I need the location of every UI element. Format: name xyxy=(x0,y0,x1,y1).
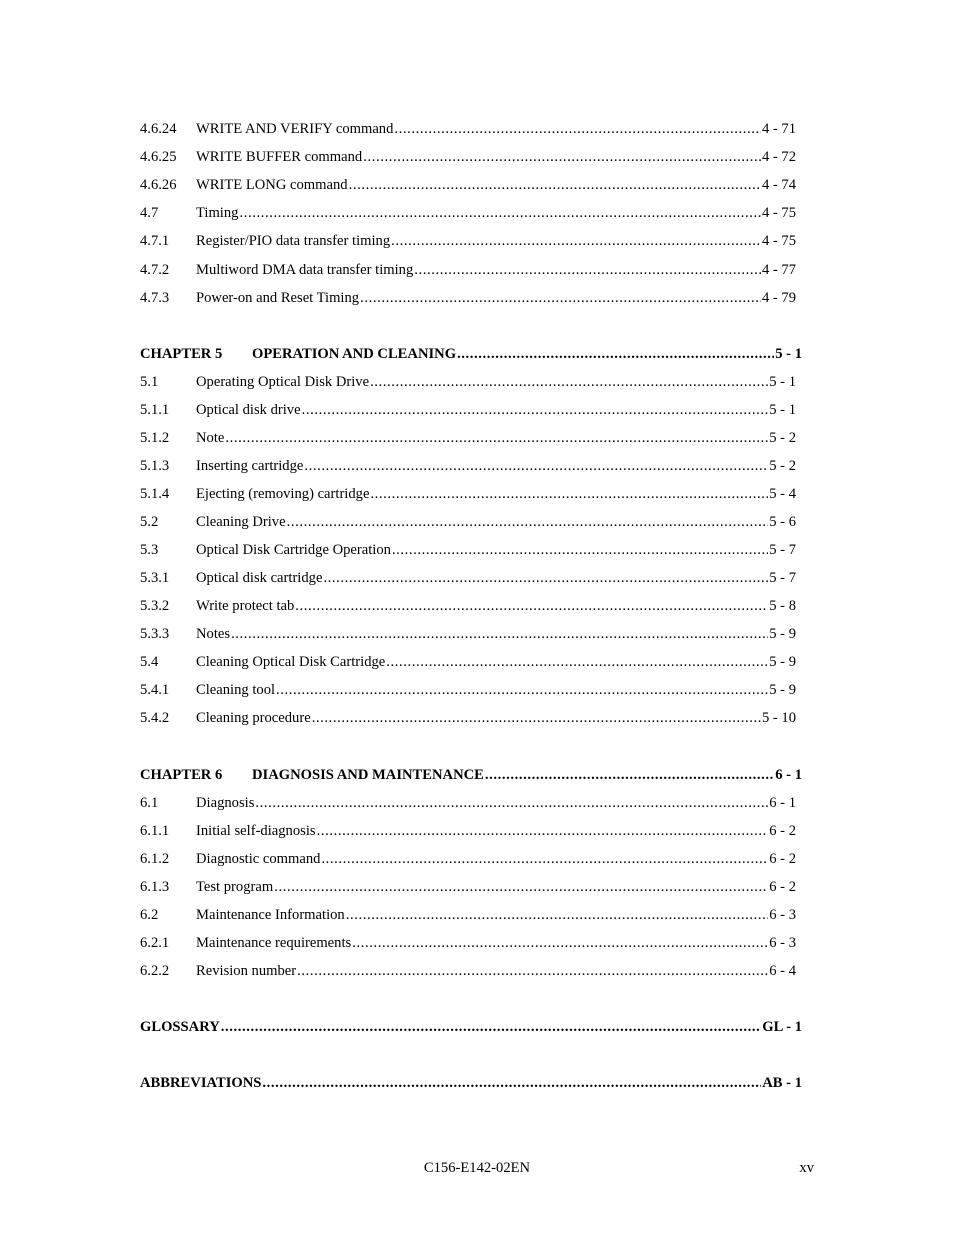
toc-number: 5.1 xyxy=(140,374,159,390)
toc-page: 5 - 4 xyxy=(769,486,796,502)
toc-entry-6-1-2[interactable] xyxy=(140,849,796,869)
toc-title: WRITE BUFFER command xyxy=(196,149,363,165)
toc-title: Diagnostic command xyxy=(196,851,321,867)
toc-entry-6-1[interactable] xyxy=(140,793,796,813)
toc-entry-4-7-1[interactable] xyxy=(140,231,796,251)
toc-title: Initial self-diagnosis xyxy=(196,823,316,839)
toc-chapter-title: OPERATION AND CLEANING xyxy=(252,346,457,362)
toc-number: 5.4.2 xyxy=(140,710,170,726)
toc-number: 4.6.24 xyxy=(140,121,177,137)
toc-leader xyxy=(262,1073,761,1093)
toc-entry-5-3-2[interactable] xyxy=(140,596,796,616)
toc-leader xyxy=(457,344,774,364)
toc-entry-5-3-3[interactable] xyxy=(140,624,796,644)
toc-chapter-title: DIAGNOSIS AND MAINTENANCE xyxy=(252,767,484,783)
toc-page: 6 - 3 xyxy=(769,907,796,923)
toc-leader xyxy=(370,372,768,392)
toc-entry-5-4-1[interactable] xyxy=(140,680,796,700)
toc-title: Cleaning Optical Disk Cartridge xyxy=(196,654,386,670)
footer-document-code: C156-E142-02EN xyxy=(423,1160,531,1176)
toc-entry-4-6-26[interactable] xyxy=(140,175,796,195)
toc-number: 5.3.1 xyxy=(140,570,170,586)
toc-title: ABBREVIATIONS xyxy=(140,1075,262,1091)
toc-leader xyxy=(321,849,768,869)
toc-leader xyxy=(363,147,761,167)
toc-title: WRITE AND VERIFY command xyxy=(196,121,394,137)
toc-leader xyxy=(323,568,768,588)
toc-title: Optical disk drive xyxy=(196,402,301,418)
toc-title: Cleaning Drive xyxy=(196,514,286,530)
toc-page: 5 - 2 xyxy=(769,458,796,474)
toc-page: 5 - 8 xyxy=(769,598,796,614)
toc-entry-6-1-3[interactable] xyxy=(140,877,796,897)
toc-page: 5 - 7 xyxy=(769,542,796,558)
toc-title: Ejecting (removing) cartridge xyxy=(196,486,370,502)
toc-number: 4.7.2 xyxy=(140,262,170,278)
toc-page: 5 - 2 xyxy=(769,430,796,446)
toc-leader xyxy=(391,231,761,251)
toc-number: 6.1.3 xyxy=(140,879,170,895)
toc-abbreviations[interactable] xyxy=(140,1073,802,1093)
toc-leader xyxy=(392,540,768,560)
toc-leader xyxy=(317,821,769,841)
toc-page: 4 - 79 xyxy=(761,290,796,306)
toc-title: Diagnosis xyxy=(196,795,255,811)
toc-page: 4 - 74 xyxy=(761,177,796,193)
toc-chapter-number: CHAPTER 6 xyxy=(140,767,223,783)
toc-title: Register/PIO data transfer timing xyxy=(196,233,391,249)
toc-leader xyxy=(297,961,768,981)
toc-glossary[interactable] xyxy=(140,1017,802,1037)
toc-entry-4-7-2[interactable] xyxy=(140,260,796,280)
toc-leader xyxy=(414,260,761,280)
toc-page: 5 - 6 xyxy=(769,514,796,530)
toc-leader xyxy=(287,512,769,532)
toc-page: 5 - 7 xyxy=(769,570,796,586)
toc-leader xyxy=(221,1017,761,1037)
toc-page: AB - 1 xyxy=(762,1075,802,1091)
toc-entry-5-1-3[interactable] xyxy=(140,456,796,476)
toc-number: 5.1.4 xyxy=(140,486,170,502)
toc-page: 5 - 9 xyxy=(769,682,796,698)
toc-leader xyxy=(276,680,768,700)
toc-number: 6.2.1 xyxy=(140,935,170,951)
toc-chapter-6[interactable] xyxy=(140,765,802,785)
toc-leader xyxy=(239,203,760,223)
toc-number: 4.7.1 xyxy=(140,233,170,249)
toc-title: Revision number xyxy=(196,963,297,979)
toc-title: Power-on and Reset Timing xyxy=(196,290,360,306)
toc-page: 6 - 1 xyxy=(775,767,802,783)
toc-entry-6-2-1[interactable] xyxy=(140,933,796,953)
toc-number: 5.4.1 xyxy=(140,682,170,698)
toc-number: 5.1.3 xyxy=(140,458,170,474)
toc-leader xyxy=(274,877,768,897)
toc-page: 6 - 3 xyxy=(769,935,796,951)
toc-entry-5-1[interactable] xyxy=(140,372,796,392)
toc-title: Inserting cartridge xyxy=(196,458,304,474)
footer-page-number: xv xyxy=(799,1160,814,1176)
toc-title: Test program xyxy=(196,879,274,895)
toc-number: 5.3.2 xyxy=(140,598,170,614)
toc-leader xyxy=(255,793,768,813)
toc-number: 6.2.2 xyxy=(140,963,170,979)
toc-number: 4.7 xyxy=(140,205,159,221)
toc-title: Note xyxy=(196,430,225,446)
toc-title: WRITE LONG command xyxy=(196,177,348,193)
toc-page: 6 - 4 xyxy=(769,963,796,979)
toc-number: 4.6.25 xyxy=(140,149,177,165)
toc-number: 6.1 xyxy=(140,795,159,811)
toc-number: 6.1.2 xyxy=(140,851,170,867)
toc-page: 5 - 1 xyxy=(769,374,796,390)
toc-entry-5-1-4[interactable] xyxy=(140,484,796,504)
toc-leader xyxy=(370,484,768,504)
toc-title: Write protect tab xyxy=(196,598,295,614)
toc-title: Maintenance requirements xyxy=(196,935,352,951)
toc-entry-5-1-2[interactable] xyxy=(140,428,796,448)
toc-title: Cleaning tool xyxy=(196,682,276,698)
toc-number: 5.1.1 xyxy=(140,402,170,418)
toc-entry-6-1-1[interactable] xyxy=(140,821,796,841)
toc-title: Cleaning procedure xyxy=(196,710,311,726)
toc-entry-4-7-3[interactable] xyxy=(140,288,796,308)
toc-title: Notes xyxy=(196,626,231,642)
toc-leader xyxy=(485,765,774,785)
toc-number: 5.2 xyxy=(140,514,159,530)
toc-page: 5 - 10 xyxy=(761,710,796,726)
toc-entry-5-2[interactable] xyxy=(140,512,796,532)
toc-title: Timing xyxy=(196,205,239,221)
toc-title: GLOSSARY xyxy=(140,1019,220,1035)
toc-entry-5-4[interactable] xyxy=(140,652,796,672)
toc-page: 5 - 1 xyxy=(775,346,802,362)
toc-leader xyxy=(394,119,761,139)
toc-leader xyxy=(349,175,761,195)
toc-page: GL - 1 xyxy=(762,1019,802,1035)
toc-page: 6 - 2 xyxy=(769,823,796,839)
toc-leader xyxy=(295,596,768,616)
toc-chapter-5[interactable] xyxy=(140,344,802,364)
toc-leader xyxy=(312,708,761,728)
toc-title: Multiword DMA data transfer timing xyxy=(196,262,414,278)
toc-chapter-number: CHAPTER 5 xyxy=(140,346,223,362)
toc-entry-5-3[interactable] xyxy=(140,540,796,560)
toc-page: 6 - 1 xyxy=(769,795,796,811)
toc-entry-4-6-24[interactable] xyxy=(140,119,796,139)
toc-page: 4 - 77 xyxy=(761,262,796,278)
toc-title: Maintenance Information xyxy=(196,907,345,923)
toc-number: 6.1.1 xyxy=(140,823,170,839)
toc-leader xyxy=(302,400,769,420)
toc-number: 5.3 xyxy=(140,542,159,558)
toc-page: 5 - 1 xyxy=(769,402,796,418)
toc-entry-5-3-1[interactable] xyxy=(140,568,796,588)
toc-entry-5-4-2[interactable] xyxy=(140,708,796,728)
toc-page: 4 - 71 xyxy=(761,121,796,137)
toc-leader xyxy=(304,456,768,476)
toc-entry-4-6-25[interactable] xyxy=(140,147,796,167)
toc-number: 5.1.2 xyxy=(140,430,170,446)
toc-leader xyxy=(352,933,768,953)
toc-entry-6-2[interactable] xyxy=(140,905,796,925)
toc-page: 4 - 75 xyxy=(761,205,796,221)
toc-title: Optical Disk Cartridge Operation xyxy=(196,542,391,558)
toc-entry-5-1-1[interactable] xyxy=(140,400,796,420)
toc-page: 4 - 75 xyxy=(761,233,796,249)
toc-page: 5 - 9 xyxy=(769,626,796,642)
toc-leader xyxy=(225,428,768,448)
toc-entry-4-7[interactable] xyxy=(140,203,796,223)
toc-title: Operating Optical Disk Drive xyxy=(196,374,370,390)
toc-page: 5 - 9 xyxy=(769,654,796,670)
toc-title: Optical disk cartridge xyxy=(196,570,323,586)
toc-number: 4.7.3 xyxy=(140,290,170,306)
toc-number: 5.4 xyxy=(140,654,159,670)
toc-number: 4.6.26 xyxy=(140,177,177,193)
toc-leader xyxy=(346,905,769,925)
toc-leader xyxy=(231,624,768,644)
toc-entry-6-2-2[interactable] xyxy=(140,961,796,981)
toc-page: 6 - 2 xyxy=(769,879,796,895)
toc-page: 6 - 2 xyxy=(769,851,796,867)
toc-number: 6.2 xyxy=(140,907,159,923)
toc-leader xyxy=(386,652,768,672)
toc-leader xyxy=(360,288,761,308)
toc-number: 5.3.3 xyxy=(140,626,170,642)
toc-page: 4 - 72 xyxy=(761,149,796,165)
